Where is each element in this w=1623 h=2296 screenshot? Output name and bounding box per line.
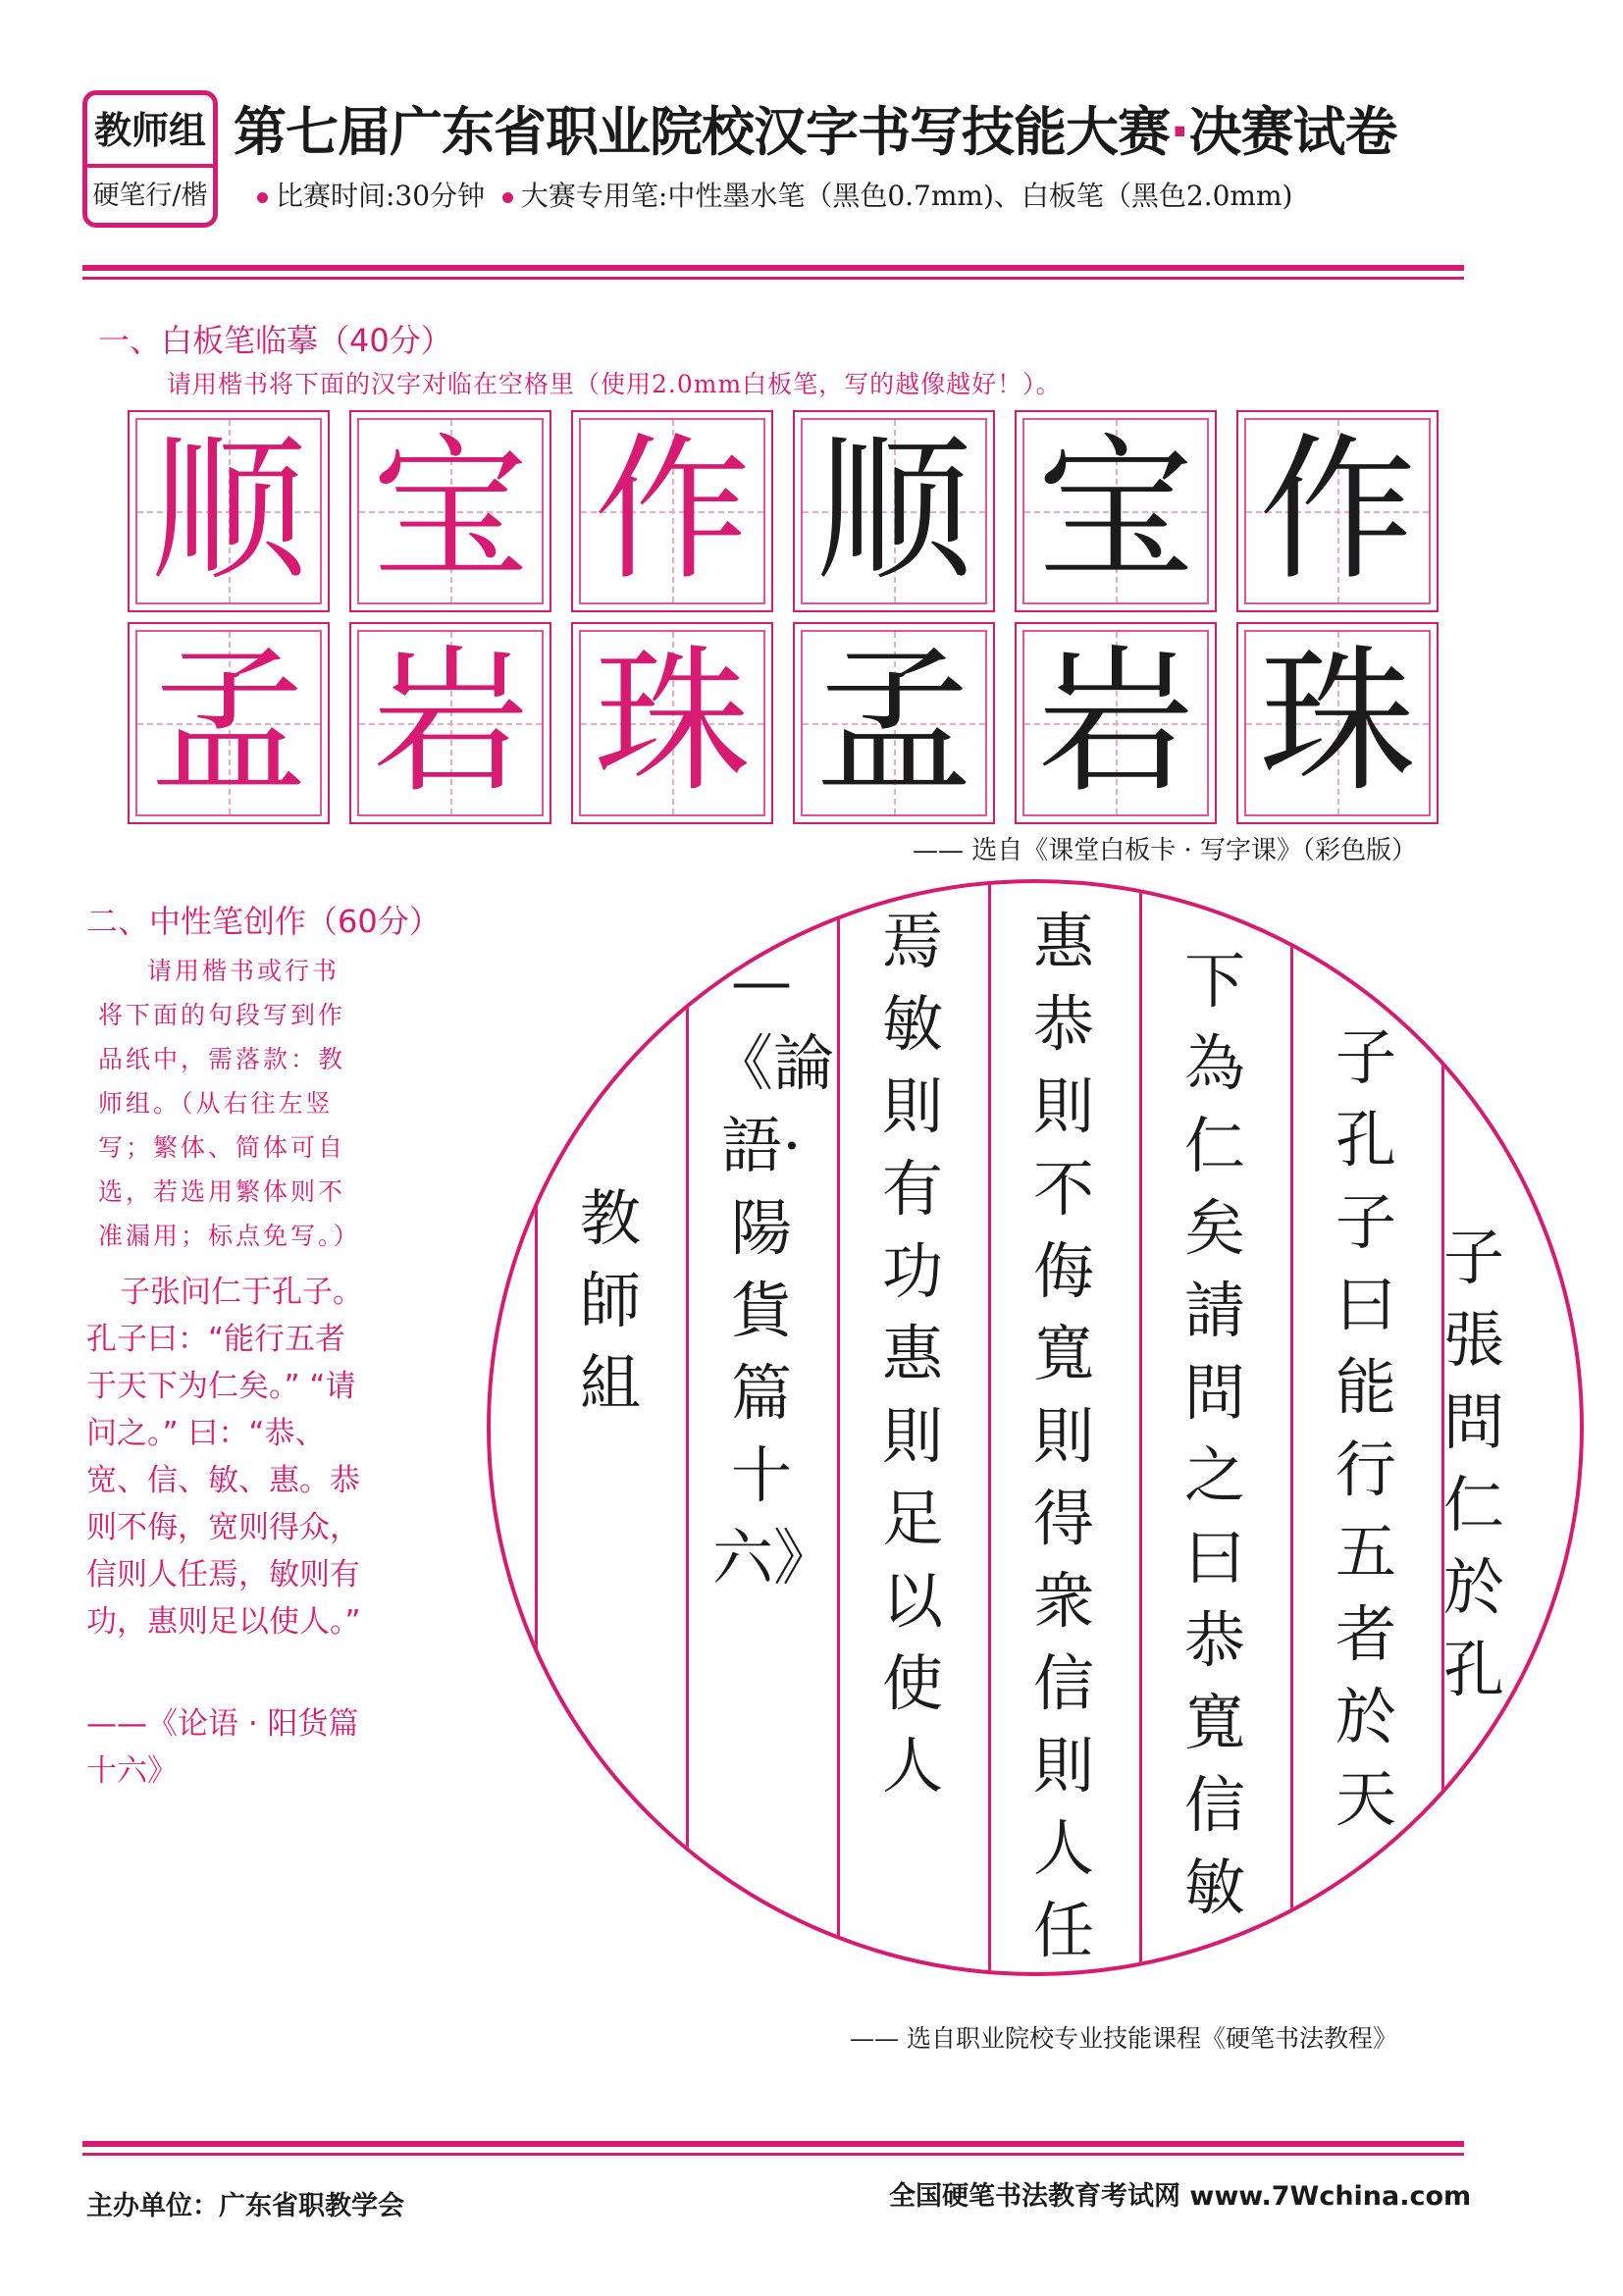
column-rule xyxy=(686,883,689,1972)
section2-heading: 二、中性笔创作（60分） xyxy=(86,903,441,940)
grid-char: 作 xyxy=(593,418,751,601)
calligraphy-column: 惠恭則不侮寬則得衆信則人任 xyxy=(1032,906,1094,1966)
section1-instruction: 请用楷书将下面的汉字对临在空格里（使用2.0mm白板笔，写的越像越好！）。 xyxy=(167,370,1062,398)
bullet-icon xyxy=(257,192,268,203)
calligraphy-column: 子張問仁於孔 xyxy=(1442,1222,1504,1705)
grid-cell xyxy=(1236,622,1439,824)
grid-char: 珠 xyxy=(593,630,751,813)
title-tail: 决赛试卷 xyxy=(1188,101,1397,163)
bullet-icon xyxy=(502,192,513,203)
organizer: 主办单位：广东省职教学会 xyxy=(86,2191,404,2221)
group-badge xyxy=(82,90,218,228)
section2-citation: ——《论语 · 阳货篇十六》 xyxy=(86,1706,359,1789)
grid-char: 岩 xyxy=(371,630,529,813)
website: 全国硬笔书法教育考试网 www.7Wchina.com xyxy=(889,2181,1472,2212)
header-rule-thin xyxy=(82,277,1464,280)
grid-cell xyxy=(571,410,773,612)
column-rule xyxy=(535,883,538,1972)
grid-cell xyxy=(1015,622,1217,824)
header-rule-thick xyxy=(82,265,1464,271)
column-rule xyxy=(1139,883,1142,1972)
badge-group-label: 教师组 xyxy=(93,109,206,152)
grid-char: 顺 xyxy=(814,418,972,601)
calligraphy-column: 焉敏則有功惠則足以使人 xyxy=(881,906,943,1801)
time-info: 比赛时间:30分钟 xyxy=(276,180,486,212)
grid-cell xyxy=(1015,410,1217,612)
grid-char: 作 xyxy=(1258,418,1416,601)
grid-char: 顺 xyxy=(149,418,307,601)
grid-char: 珠 xyxy=(1258,630,1416,813)
grid-char: 孟 xyxy=(149,630,307,813)
page-title xyxy=(234,90,1397,166)
calligraphy-column: —《論語·陽貨篇十六》 xyxy=(712,945,835,1593)
column-rule xyxy=(1290,883,1293,1972)
footer-rule-thick xyxy=(82,2141,1464,2147)
grid-cell xyxy=(128,622,330,824)
grid-cell xyxy=(128,410,330,612)
pen-info: 大赛专用笔:中性墨水笔（黑色0.7mm)、白板笔（黑色2.0mm) xyxy=(520,180,1293,212)
column-rule xyxy=(837,883,840,1972)
grid-char: 宝 xyxy=(1036,418,1194,601)
work-circle xyxy=(487,879,1584,1976)
grid-cell xyxy=(793,622,995,824)
grid-cell xyxy=(349,410,551,612)
grid-cell xyxy=(793,410,995,612)
calligraphy-column: 子孔子曰能行五者於天 xyxy=(1335,1021,1396,1835)
exam-info xyxy=(257,175,1292,214)
grid-cell xyxy=(571,622,773,824)
calligraphy-column: 教師組 xyxy=(579,1182,641,1419)
section1-source: —— 选自《课堂白板卡 · 写字课》（彩色版） xyxy=(913,836,1418,865)
grid-char: 宝 xyxy=(371,418,529,601)
section1-heading: 一、白板笔临摹（40分） xyxy=(98,322,452,359)
section2-source: —— 选自职业院校专业技能课程《硬笔书法教程》 xyxy=(850,2024,1397,2053)
title-separator: · xyxy=(1170,101,1189,163)
grid-cell xyxy=(349,622,551,824)
calligraphy-column: 下為仁矣請問之曰恭寬信敏 xyxy=(1183,945,1245,1923)
badge-style-label: 硬笔行/楷 xyxy=(92,181,208,211)
section2-instruction: 请用楷书或行书将下面的句段写到作品纸中，需落款：教师组。（从右往左竖写；繁体、简体可自选，若选用繁体则不准漏用；标点免写。） xyxy=(98,957,361,1250)
grid-cell xyxy=(1236,410,1439,612)
grid-char: 孟 xyxy=(814,630,972,813)
section2-passage: 子张问仁于孔子。孔子曰：“能行五者于天下为仁矣。” “请问之。” 曰：“恭、宽、信、敏、惠。恭则不侮，宽则得众，信则人任焉，敏则有功，惠则足以使人。” xyxy=(86,1275,363,1640)
title-main: 第七届广东省职业院校汉字书写技能大赛 xyxy=(234,101,1170,163)
footer-rule-thin xyxy=(82,2153,1464,2156)
column-rule xyxy=(988,883,991,1972)
grid-char: 岩 xyxy=(1036,630,1194,813)
